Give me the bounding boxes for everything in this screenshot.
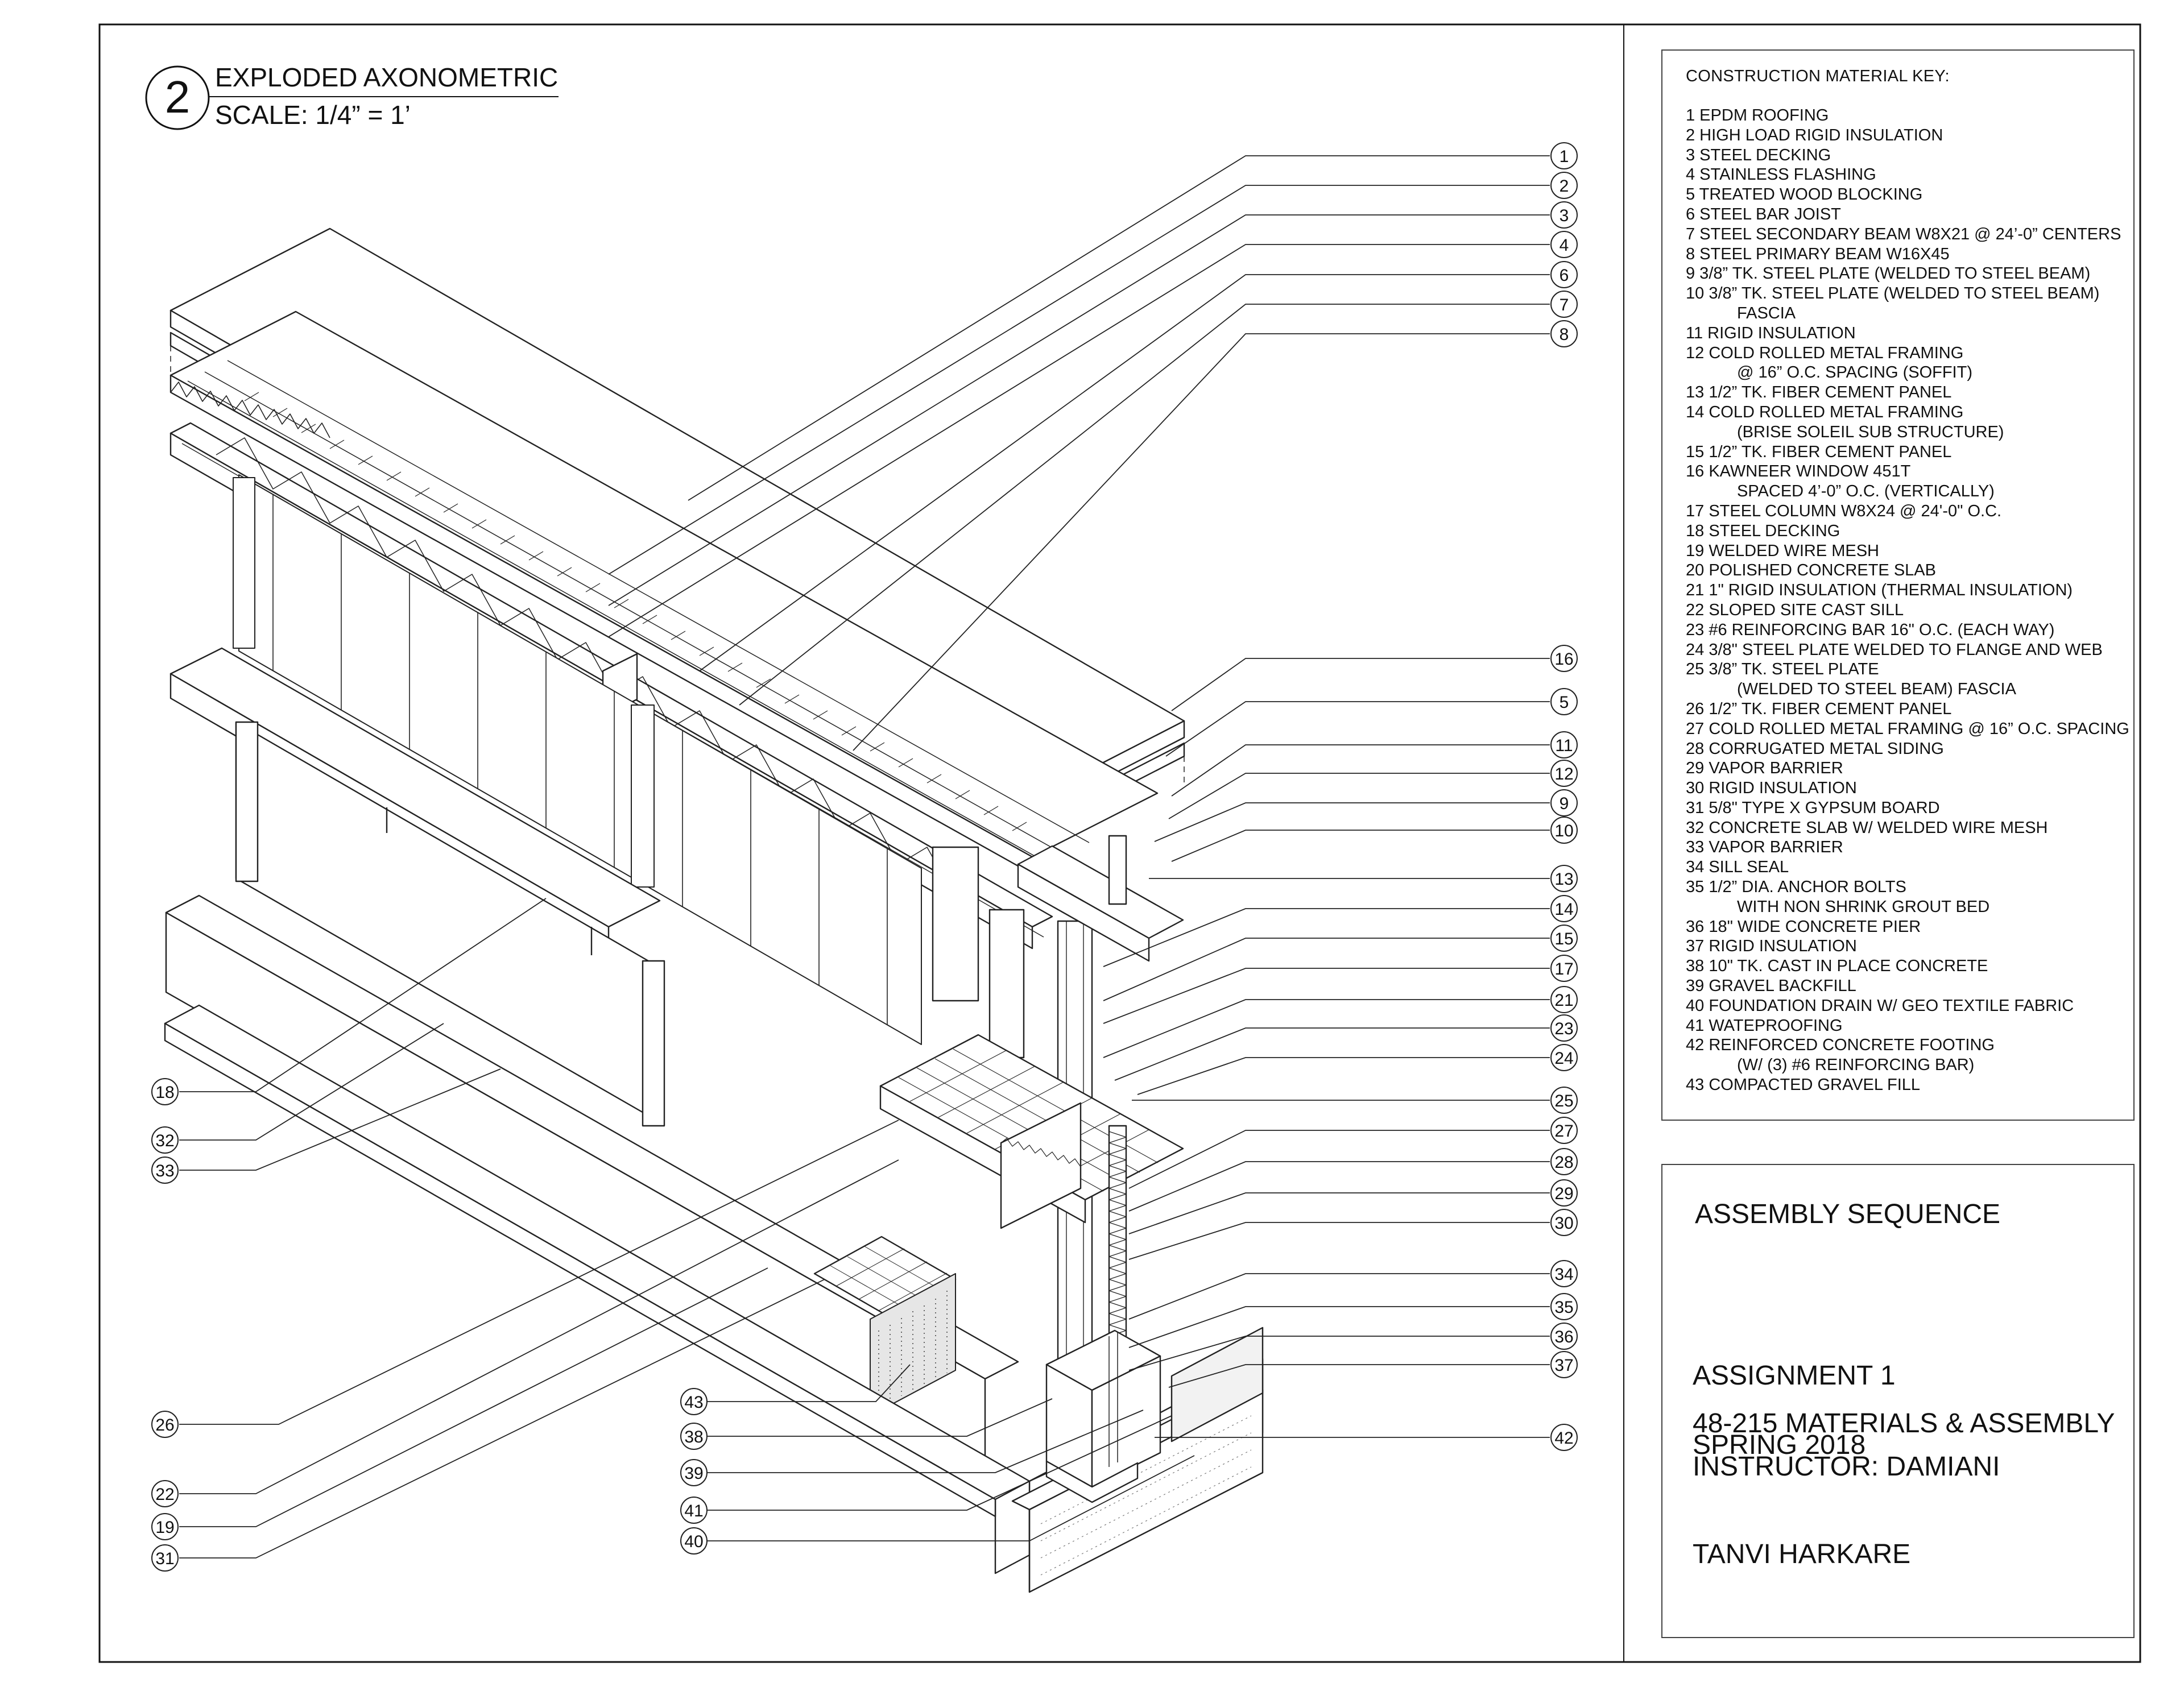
corrugated-siding [1109,1126,1126,1353]
callout-1 [1551,143,1577,169]
material-key-item-text: 14 COLD ROLLED METAL FRAMING [1686,403,1964,421]
view-scale: SCALE: 1/4” = 1’ [215,100,411,130]
material-key-item-subtext: FASCIA [1737,304,1796,322]
callout-35 [1551,1294,1577,1320]
callout-19 [152,1514,178,1540]
material-key-title: CONSTRUCTION MATERIAL KEY: [1686,67,1950,85]
material-key-item [1686,719,2129,739]
material-key-item-subtext: SPACED 4’-0” O.C. (VERTICALLY) [1737,482,1995,501]
material-key-item [1686,403,2129,442]
material-key-item [1686,936,2129,956]
svg-text:38: 38 [684,1428,704,1446]
material-key-item [1686,798,2129,818]
material-key-item-text: 3 STEEL DECKING [1686,146,1831,164]
material-key-item [1686,244,2129,264]
svg-text:17: 17 [1554,960,1574,979]
callout-10 [1551,817,1577,843]
material-key-item-text: 20 POLISHED CONCRETE SLAB [1686,561,1936,580]
callout-32 [152,1127,178,1153]
callout-24 [1551,1044,1577,1071]
material-key-item-text: 16 KAWNEER WINDOW 451T [1686,462,1911,481]
svg-text:6: 6 [1559,266,1569,285]
material-key-item-text: 37 RIGID INSULATION [1686,937,1857,956]
svg-text:31: 31 [155,1549,175,1568]
material-key-item-text: 39 GRAVEL BACKFILL [1686,977,1856,996]
callout-5 [1551,689,1577,715]
svg-text:5: 5 [1559,693,1569,712]
svg-text:37: 37 [1554,1356,1574,1375]
material-key-item [1686,600,2129,620]
svg-text:8: 8 [1559,325,1569,344]
material-key-item-text: 38 10" TK. CAST IN PLACE CONCRETE [1686,957,1988,976]
material-key-item-subtext: @ 16” O.C. SPACING (SOFFIT) [1737,363,1972,382]
callout-26 [152,1411,178,1437]
material-key-item [1686,146,2129,165]
material-key-item-text: 43 COMPACTED GRAVEL FILL [1686,1076,1921,1095]
material-key-item-text: 5 TREATED WOOD BLOCKING [1686,185,1923,204]
material-key-item [1686,857,2129,877]
callout-11 [1551,732,1577,758]
material-key-item [1686,976,2129,996]
material-key-item-text: 4 STAINLESS FLASHING [1686,165,1876,184]
material-key-item-text: 41 WATEPROOFING [1686,1016,1843,1035]
material-key-item-text: 27 COLD ROLLED METAL FRAMING @ 16” O.C. SPACING [1686,719,2129,738]
svg-text:24: 24 [1554,1049,1574,1068]
floor-slab [880,1035,1183,1228]
material-key-panel [1662,50,2134,1120]
material-key-item [1686,541,2129,561]
svg-text:28: 28 [1554,1153,1574,1172]
callout-4 [1551,231,1577,258]
material-key-item-text: 23 #6 REINFORCING BAR 16" O.C. (EACH WAY) [1686,620,2055,639]
material-key-item-text: 40 FOUNDATION DRAIN W/ GEO TEXTILE FABRIC [1686,996,2074,1015]
view-number: 2 [164,72,191,122]
svg-text:39: 39 [684,1464,704,1483]
svg-text:43: 43 [684,1393,704,1412]
material-key-item [1686,383,2129,403]
svg-text:22: 22 [155,1485,175,1504]
material-key-item [1686,284,2129,324]
material-key-item-text: 26 1/2” TK. FIBER CEMENT PANEL [1686,699,1952,718]
material-key-item [1686,106,2129,126]
svg-text:21: 21 [1554,991,1574,1010]
svg-text:30: 30 [1554,1214,1574,1233]
material-key-item-text: 33 VAPOR BARRIER [1686,838,1843,857]
svg-text:9: 9 [1559,794,1569,813]
callout-37 [1551,1352,1577,1378]
callout-9 [1551,790,1577,816]
material-key-item-text: 19 WELDED WIRE MESH [1686,541,1879,560]
title-term: SPRING 2018 [1693,1430,1866,1460]
material-key-item [1686,1016,2129,1036]
svg-text:35: 35 [1554,1298,1574,1317]
svg-text:34: 34 [1554,1265,1574,1284]
material-key-item [1686,561,2129,581]
material-key-item-text: 25 3/8” TK. STEEL PLATE [1686,660,1879,679]
material-key-item-text: 13 1/2” TK. FIBER CEMENT PANEL [1686,383,1952,402]
material-key-item [1686,126,2129,146]
title-course: 48-215 MATERIALS & ASSEMBLY [1693,1408,2115,1439]
material-key-item [1686,343,2129,383]
callout-12 [1551,760,1577,786]
callout-34 [1551,1261,1577,1287]
material-key-item-text: 17 STEEL COLUMN W8X24 @ 24'-0" O.C. [1686,501,2002,520]
svg-text:15: 15 [1554,930,1574,948]
title-block [1662,1164,2134,1638]
callout-21 [1551,986,1577,1013]
title-instructor: INSTRUCTOR: DAMIANI [1693,1452,2000,1482]
svg-text:4: 4 [1559,236,1569,255]
callout-33 [152,1157,178,1183]
callout-16 [1551,645,1577,672]
svg-text:33: 33 [155,1162,175,1180]
material-key-item [1686,185,2129,205]
svg-text:2: 2 [1559,177,1569,196]
material-key-item-text: 31 5/8" TYPE X GYPSUM BOARD [1686,798,1940,817]
material-key-item [1686,778,2129,798]
material-key-list [1686,106,2129,1095]
callout-7 [1551,291,1577,317]
material-key-item-subtext: WITH NON SHRINK GROUT BED [1737,897,1990,916]
svg-text:3: 3 [1559,206,1569,225]
material-key-item [1686,1035,2129,1075]
material-key-item-text: 34 SILL SEAL [1686,858,1789,877]
material-key-item [1686,324,2129,343]
callout-31 [152,1545,178,1571]
material-key-item-subtext: (W/ (3) #6 REINFORCING BAR) [1737,1056,1975,1075]
material-key-item-text: 15 1/2” TK. FIBER CEMENT PANEL [1686,442,1952,461]
callout-43 [681,1388,707,1415]
callout-22 [152,1481,178,1507]
material-key-item [1686,838,2129,857]
svg-text:42: 42 [1554,1429,1574,1448]
material-key-item [1686,877,2129,917]
callout-39 [681,1460,707,1486]
material-key-item-text: 24 3/8" STEEL PLATE WELDED TO FLANGE AND WEB [1686,640,2103,659]
svg-text:13: 13 [1554,870,1574,889]
material-key-item [1686,581,2129,600]
callout-27 [1551,1117,1577,1143]
callout-18 [152,1079,178,1105]
svg-text:40: 40 [684,1532,704,1551]
callout-13 [1551,865,1577,892]
material-key-item-text: 1 EPDM ROOFING [1686,106,1829,125]
callout-28 [1551,1149,1577,1175]
material-key-item-text: 10 3/8” TK. STEEL PLATE (WELDED TO STEEL BEAM) [1686,284,2100,303]
material-key-item-text: 18 STEEL DECKING [1686,521,1840,540]
material-key-item [1686,264,2129,284]
view-heading [146,63,559,130]
svg-text:11: 11 [1555,736,1573,755]
callout-15 [1551,925,1577,951]
callout-38 [681,1423,707,1449]
material-key-item [1686,956,2129,976]
material-key-item-subtext: (BRISE SOLEIL SUB STRUCTURE) [1737,422,2004,441]
material-key-item-text: 36 18" WIDE CONCRETE PIER [1686,917,1921,936]
material-key-item-text: 22 SLOPED SITE CAST SILL [1686,600,1904,619]
svg-text:41: 41 [684,1502,704,1520]
material-key-item-text: 2 HIGH LOAD RIGID INSULATION [1686,126,1943,144]
material-key-item-text: 28 CORRUGATED METAL SIDING [1686,739,1944,758]
svg-text:7: 7 [1559,296,1569,314]
material-key-item-text: 32 CONCRETE SLAB W/ WELDED WIRE MESH [1686,818,2048,837]
callout-17 [1551,955,1577,981]
material-key-item [1686,620,2129,640]
svg-text:27: 27 [1554,1122,1574,1141]
callout-42 [1551,1424,1577,1450]
callout-30 [1551,1209,1577,1236]
material-key-item-text: 8 STEEL PRIMARY BEAM W16X45 [1686,244,1950,263]
material-key-item [1686,699,2129,719]
material-key-item [1686,501,2129,521]
callout-2 [1551,172,1577,198]
material-key-item-text: 7 STEEL SECONDARY BEAM W8X21 @ 24’-0” CENTERS [1686,225,2121,243]
svg-text:1: 1 [1559,147,1569,166]
material-key-item-text: 30 RIGID INSULATION [1686,779,1857,798]
title-assignment: ASSIGNMENT 1 [1693,1361,1896,1391]
material-key-item [1686,462,2129,501]
material-key-item-text: 42 REINFORCED CONCRETE FOOTING [1686,1036,1995,1055]
material-key-item [1686,165,2129,185]
title-heading: ASSEMBLY SEQUENCE [1695,1199,2001,1229]
svg-text:14: 14 [1554,900,1574,919]
callout-3 [1551,202,1577,228]
material-key-item-text: 21 1" RIGID INSULATION (THERMAL INSULATION) [1686,581,2073,600]
callout-23 [1551,1015,1577,1041]
svg-text:19: 19 [155,1518,175,1537]
callout-29 [1551,1180,1577,1206]
material-key-item [1686,521,2129,541]
callout-25 [1551,1087,1577,1113]
material-key-item [1686,205,2129,225]
svg-text:18: 18 [155,1083,175,1102]
svg-text:16: 16 [1554,650,1574,669]
material-key-item [1686,996,2129,1016]
svg-text:32: 32 [155,1131,175,1150]
callout-40 [681,1528,707,1554]
material-key-item [1686,640,2129,660]
callout-41 [681,1497,707,1523]
svg-text:26: 26 [155,1416,175,1435]
view-title: EXPLODED AXONOMETRIC [215,63,559,92]
material-key-item [1686,758,2129,778]
svg-text:23: 23 [1554,1019,1574,1038]
material-key-item [1686,442,2129,462]
callout-36 [1551,1323,1577,1349]
material-key-item-text: 35 1/2” DIA. ANCHOR BOLTS [1686,878,1906,897]
material-key-item [1686,739,2129,759]
material-key-item-text: 12 COLD ROLLED METAL FRAMING [1686,343,1964,362]
material-key-item-text: 6 STEEL BAR JOIST [1686,205,1841,223]
material-key-item-subtext: (WELDED TO STEEL BEAM) FASCIA [1737,680,2016,699]
axonometric-drawing [165,229,1263,1592]
callout-14 [1551,896,1577,922]
svg-text:25: 25 [1554,1092,1574,1110]
material-key-item [1686,1075,2129,1095]
material-key-item-text: 11 RIGID INSULATION [1686,324,1856,342]
svg-text:36: 36 [1554,1328,1574,1346]
material-key-item-text: 29 VAPOR BARRIER [1686,759,1843,778]
svg-text:29: 29 [1554,1184,1574,1203]
material-key-item-text: 9 3/8” TK. STEEL PLATE (WELDED TO STEEL BEAM) [1686,264,2091,283]
svg-text:10: 10 [1554,822,1574,840]
callout-6 [1551,262,1577,288]
svg-text:12: 12 [1554,765,1574,784]
title-student: TANVI HARKARE [1693,1539,1911,1569]
callout-8 [1551,321,1577,347]
material-key-item [1686,225,2129,244]
material-key-item [1686,917,2129,937]
material-key-item [1686,660,2129,699]
material-key-item [1686,818,2129,838]
